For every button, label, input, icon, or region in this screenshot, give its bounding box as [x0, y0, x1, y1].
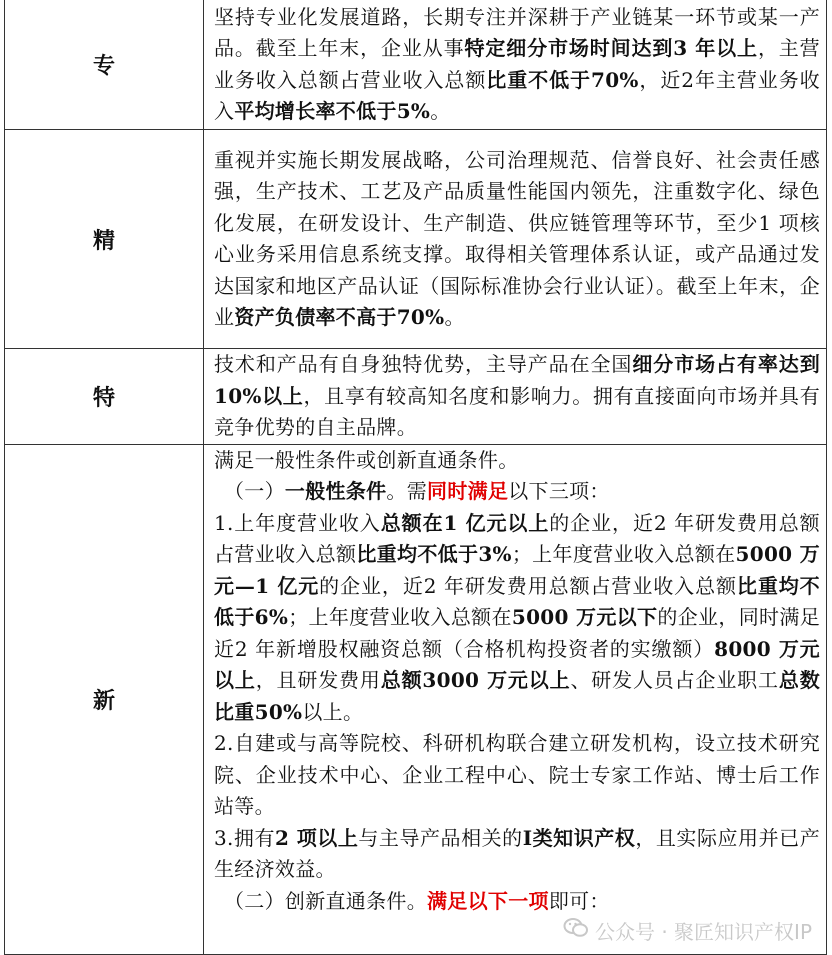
body-text: 重视并实施长期发展战略，公司治理规范、信誉良好、社会责任感强，生产技术、工艺及产品质量性能国内领先，注重数字化、绿色化发展，在研发设计、生产制造、供应链管理等环节，至少1 项核心业务采用信息系统支撑。取得相关管理体系认证，或产品通过发达国家和地区产品认证（国际标准协会行业认证）。截至上年末，企业 — [214, 147, 820, 329]
row-key: 专 — [5, 0, 204, 130]
paragraph — [214, 886, 820, 918]
body-text: 。需 — [386, 479, 428, 503]
body-text: ，且实际应用并已产生经济效益。 — [214, 825, 820, 881]
body-text: 1.上年度营业收入 — [214, 510, 381, 535]
table-row — [5, 0, 827, 130]
body-text: 的企业，近2 年研发费用总额占营业收入总额 — [319, 573, 737, 598]
body-text: 以上。 — [302, 699, 364, 724]
emphasis-text: 比重均不低于3% — [356, 542, 512, 566]
row-description — [204, 0, 827, 130]
row-key: 精 — [5, 130, 204, 349]
body-text: 的企业，近2 年研发费用总额占营业收入总额 — [214, 510, 820, 566]
emphasis-text: 平均增长率不低于5% — [234, 99, 431, 123]
emphasis-text: 细分市场占有率达到10%以上 — [214, 352, 821, 408]
emphasis-text: 5000 万元以下 — [511, 605, 658, 629]
table-row — [5, 444, 827, 954]
body-text: 坚持专业化发展道路，长期专注并深耕于产业链某一环节或某一产品。截至上年末，企业从事 — [214, 4, 820, 60]
highlight-text: 同时满足 — [427, 479, 509, 503]
requirements-table — [4, 0, 827, 955]
paragraph — [214, 823, 820, 886]
emphasis-text: 一般性条件 — [284, 479, 387, 503]
body-text: 3.拥有 — [214, 825, 276, 850]
body-text: ；上年度营业收入总额在 — [511, 542, 736, 566]
body-text: 与主导产品相关的 — [358, 825, 523, 850]
body-text: ，且研发费用 — [255, 668, 381, 692]
emphasis-text: 特定细分市场时间达到3 年以上 — [464, 36, 758, 60]
body-text: 、研发人员占企业职工 — [570, 668, 779, 692]
row-key: 特 — [5, 349, 204, 445]
body-text: （一） — [224, 479, 285, 503]
emphasis-text: 比重均不低于6% — [214, 573, 820, 629]
table-row — [5, 349, 827, 445]
highlight-text: 满足以下一项 — [427, 888, 549, 913]
body-text: ，且享有较高知名度和影响力。拥有直接面向市场并具有竞争优势的自主品牌。 — [214, 383, 820, 439]
body-text: ；上年度营业收入总额在 — [288, 605, 512, 629]
paragraph — [214, 476, 820, 508]
emphasis-text: 总额在1 亿元以上 — [380, 510, 550, 535]
body-text: 即可： — [548, 888, 610, 913]
emphasis-text: 总额3000 万元以上 — [380, 668, 571, 692]
table-row — [5, 130, 827, 349]
emphasis-text: 资产负债率不高于70% — [234, 305, 445, 329]
emphasis-text: 2 项以上 — [275, 825, 359, 850]
row-description — [204, 444, 827, 954]
paragraph — [214, 508, 820, 729]
body-text: 。 — [444, 305, 465, 329]
body-text: （二）创新直通条件。 — [224, 888, 427, 913]
row-description — [204, 349, 827, 445]
emphasis-text: 8000 万元以上 — [214, 636, 820, 692]
body-text: 满足一般性条件或创新直通条件。 — [214, 447, 519, 472]
emphasis-text: 5000 万元—1 亿元 — [214, 542, 820, 598]
row-description — [204, 130, 827, 349]
body-text: 的企业，同时满足近2 年新增股权融资总额（合格机构投资者的实缴额） — [214, 605, 820, 661]
body-text: ，近2年主营业务收入 — [214, 67, 820, 123]
paragraph — [214, 728, 820, 823]
emphasis-text: 总数比重50% — [214, 668, 820, 724]
body-text: 。 — [430, 99, 451, 123]
body-text: 2.自建或与高等院校、科研机构联合建立研发机构，设立技术研究院、企业技术中心、企业工程中心、院士专家工作站、博士后工作站等。 — [214, 731, 820, 818]
body-text: ，主营业务收入总额占营业收入总额 — [214, 36, 820, 92]
emphasis-text: I类知识产权 — [522, 825, 636, 850]
emphasis-text: 比重不低于70% — [486, 67, 639, 92]
body-text: 以下三项： — [508, 479, 610, 503]
paragraph — [214, 445, 820, 477]
watermark-text: 公众号 · 聚匠知识产权IP — [594, 920, 812, 944]
body-text: 技术和产品有自身独特优势，主导产品在全国 — [214, 352, 633, 376]
watermark — [563, 915, 812, 946]
row-key: 新 — [5, 444, 204, 954]
wechat-icon — [563, 915, 589, 946]
